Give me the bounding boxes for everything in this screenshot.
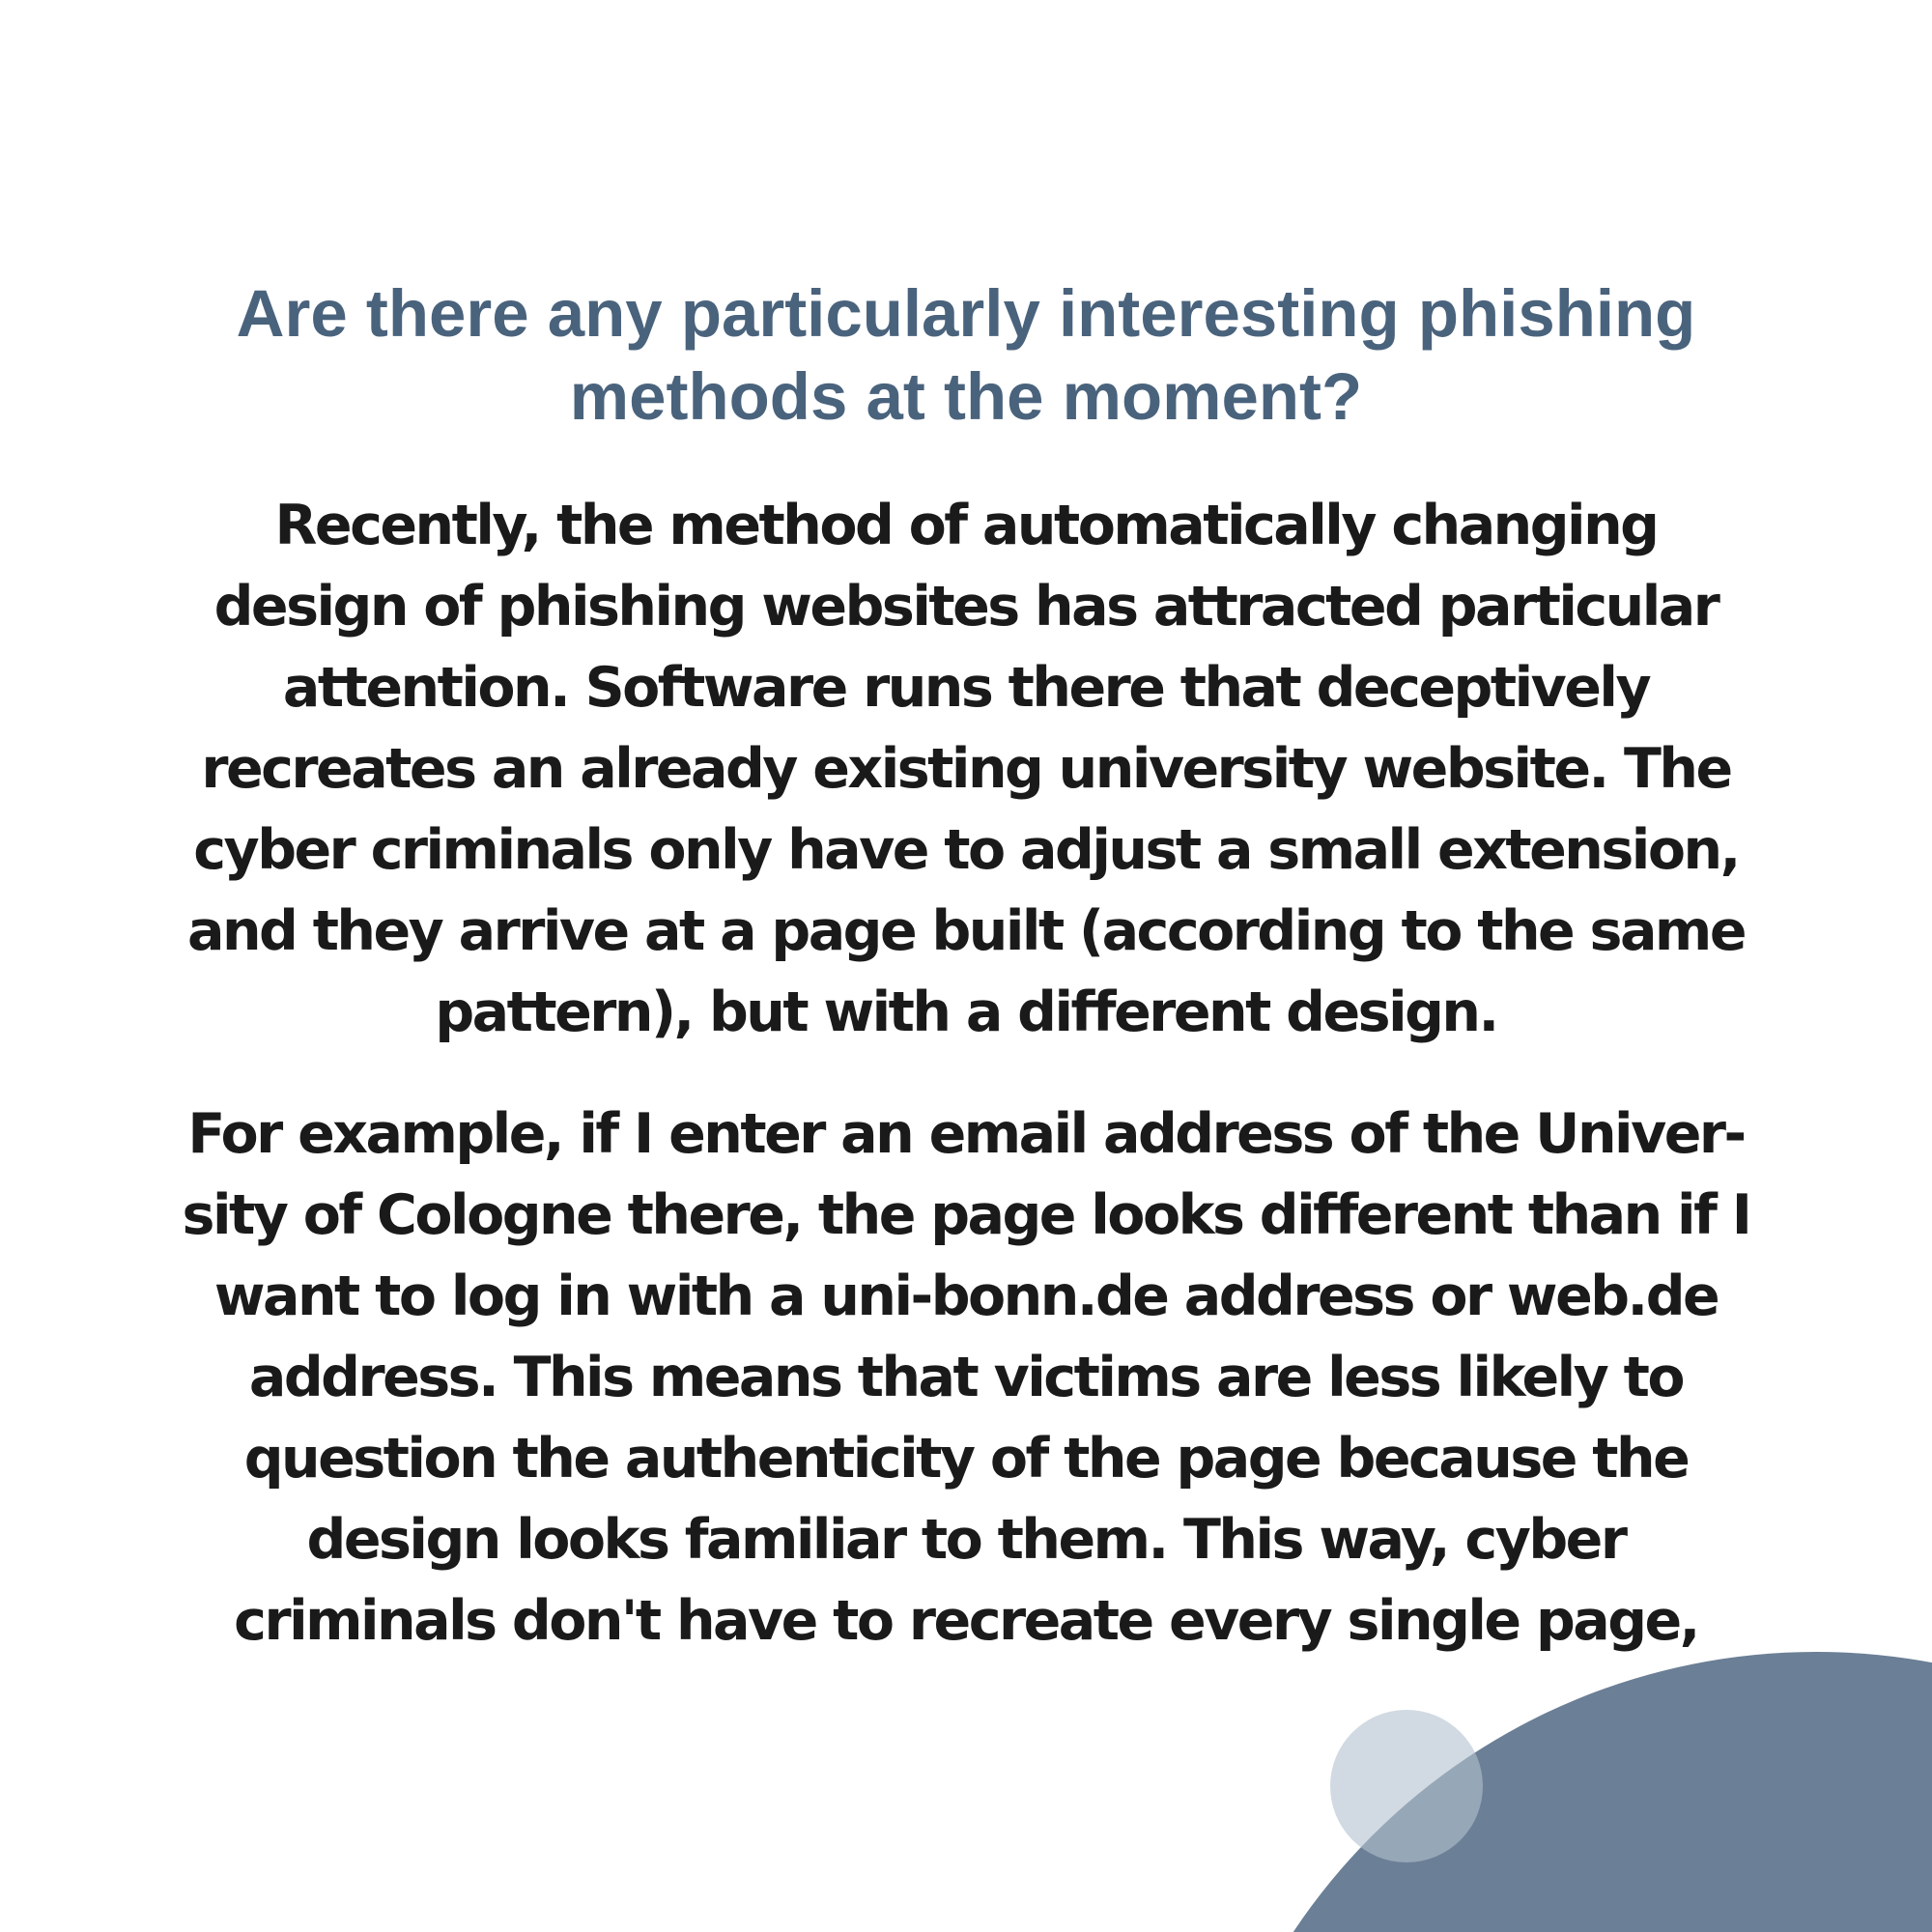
text-line: pattern), but with a different design. xyxy=(435,980,1497,1044)
text-line: For example, if I enter an email address of the Univer- xyxy=(187,1102,1745,1166)
text-line: cyber criminals only have to adjust a small extension, xyxy=(193,818,1739,882)
heading-line: methods at the moment? xyxy=(569,359,1363,434)
text-line: want to log in with a uni-bonn.de address or web.de xyxy=(213,1264,1719,1328)
text-line: and they arrive at a page built (according to the same xyxy=(187,899,1745,963)
heading-line: Are there any particularly interesting phishing xyxy=(236,276,1696,351)
text-line: address. This means that victims are less likely to xyxy=(248,1346,1684,1409)
text-line: design looks familiar to them. This way, cyber xyxy=(306,1508,1626,1572)
text-line: Recently, the method of automatically changing xyxy=(274,494,1658,557)
text-line: criminals don't have to recreate every single page, xyxy=(234,1589,1698,1653)
answer-paragraph-2 xyxy=(174,1094,1758,1662)
text-line: question the authenticity of the page because the xyxy=(243,1427,1689,1491)
text-line: design of phishing websites has attracted particular xyxy=(213,575,1719,639)
text-line: sity of Cologne there, the page looks different than if I xyxy=(182,1183,1750,1247)
text-line: recreates an already existing university website. The xyxy=(201,737,1731,801)
question-heading xyxy=(174,272,1758,439)
text-line: attention. Software runs there that deceptively xyxy=(282,656,1650,720)
decorative-large-circle xyxy=(1188,1652,1932,1932)
article-content xyxy=(174,272,1758,1662)
decorative-small-circle xyxy=(1330,1710,1483,1862)
answer-paragraph-1 xyxy=(174,485,1758,1053)
